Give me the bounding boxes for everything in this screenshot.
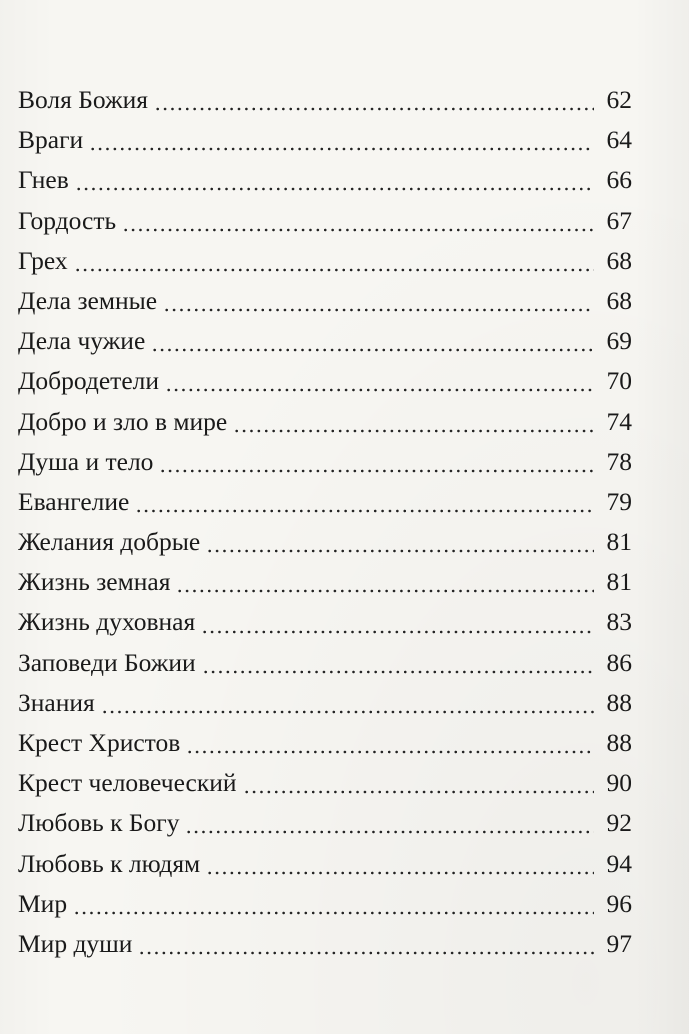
dot-leader <box>163 307 594 313</box>
toc-entry-page: 88 <box>606 728 632 757</box>
table-of-contents <box>18 80 632 964</box>
toc-entry-page: 83 <box>606 607 632 637</box>
dot-leader <box>243 789 594 795</box>
toc-entry-page: 92 <box>606 808 632 838</box>
toc-entry-title: Мир души <box>18 928 133 958</box>
toc-entry <box>18 723 632 763</box>
toc-entry-title: Воля Божия <box>18 85 149 114</box>
toc-entry-page: 86 <box>606 647 632 677</box>
toc-entry-title: Гордость <box>18 205 117 235</box>
toc-entry <box>18 643 632 683</box>
dot-leader <box>202 669 594 675</box>
toc-entry-page: 66 <box>606 165 632 195</box>
toc-entry-page: 97 <box>606 928 632 958</box>
toc-entry-title: Гнев <box>18 165 69 195</box>
dot-leader <box>159 468 594 474</box>
toc-entry-title: Жизнь земная <box>18 567 171 597</box>
toc-entry-title: Заповеди Божии <box>18 647 196 677</box>
toc-entry <box>18 562 632 602</box>
dot-leader <box>206 870 594 876</box>
toc-entry-page: 62 <box>606 85 632 114</box>
toc-entry-page: 68 <box>606 285 632 315</box>
toc-entry-title: Враги <box>18 125 84 155</box>
dot-leader <box>206 548 594 554</box>
dot-leader <box>75 186 594 192</box>
toc-entry <box>18 201 632 241</box>
toc-entry <box>18 803 632 843</box>
toc-entry-page: 74 <box>606 406 632 436</box>
toc-entry <box>18 241 632 281</box>
toc-entry-title: Добродетели <box>18 366 160 396</box>
toc-entry-title: Желания добрые <box>18 527 201 557</box>
dot-leader <box>201 629 594 635</box>
dot-leader <box>154 106 594 112</box>
toc-entry <box>18 160 632 200</box>
toc-entry-page: 78 <box>606 446 632 476</box>
dot-leader <box>185 829 594 835</box>
toc-entry-title: Грех <box>18 245 68 275</box>
toc-entry-title: Добро и зло в мире <box>18 406 228 436</box>
dot-leader <box>74 267 594 273</box>
toc-entry-title: Евангелие <box>18 486 130 516</box>
toc-entry-title: Крест Христов <box>18 728 181 757</box>
toc-entry <box>18 120 632 160</box>
toc-entry <box>18 402 632 442</box>
toc-entry-page: 69 <box>606 326 632 356</box>
toc-entry-page: 64 <box>606 125 632 155</box>
toc-entry <box>18 924 632 964</box>
toc-entry-title: Любовь к людям <box>18 848 201 878</box>
toc-entry-title: Душа и тело <box>18 446 154 476</box>
toc-entry <box>18 884 632 924</box>
toc-entry-page: 88 <box>606 687 632 717</box>
dot-leader <box>165 387 594 393</box>
toc-entry <box>18 281 632 321</box>
toc-entry-page: 96 <box>606 888 632 918</box>
toc-entry <box>18 321 632 361</box>
toc-entry <box>18 522 632 562</box>
toc-entry <box>18 442 632 482</box>
dot-leader <box>151 347 594 353</box>
toc-entry <box>18 683 632 723</box>
toc-entry <box>18 602 632 642</box>
toc-entry-title: Дела чужие <box>18 326 146 356</box>
toc-entry <box>18 80 632 120</box>
toc-entry-page: 90 <box>606 768 632 798</box>
dot-leader <box>176 588 594 594</box>
toc-entry-title: Любовь к Богу <box>18 808 180 838</box>
toc-entry-title: Крест человеческий <box>18 768 237 798</box>
toc-entry <box>18 844 632 884</box>
toc-entry <box>18 361 632 401</box>
toc-entry-page: 94 <box>606 848 632 878</box>
toc-entry-page: 68 <box>606 245 632 275</box>
toc-entry-title: Жизнь духовная <box>18 607 196 637</box>
dot-leader <box>101 709 594 715</box>
dot-leader <box>122 227 594 233</box>
toc-entry-page: 67 <box>606 205 632 235</box>
dot-leader <box>89 146 594 152</box>
toc-entry-page: 70 <box>606 366 632 396</box>
dot-leader <box>138 950 594 956</box>
toc-entry <box>18 482 632 522</box>
dot-leader <box>186 749 594 755</box>
toc-entry-page: 81 <box>606 527 632 557</box>
dot-leader <box>73 910 594 916</box>
toc-entry-title: Знания <box>18 687 95 717</box>
toc-entry <box>18 763 632 803</box>
dot-leader <box>233 428 594 434</box>
toc-entry-page: 79 <box>606 486 632 516</box>
toc-entry-page: 81 <box>606 567 632 597</box>
toc-entry-title: Мир <box>18 888 68 918</box>
dot-leader <box>135 508 594 514</box>
toc-entry-title: Дела земные <box>18 285 158 315</box>
